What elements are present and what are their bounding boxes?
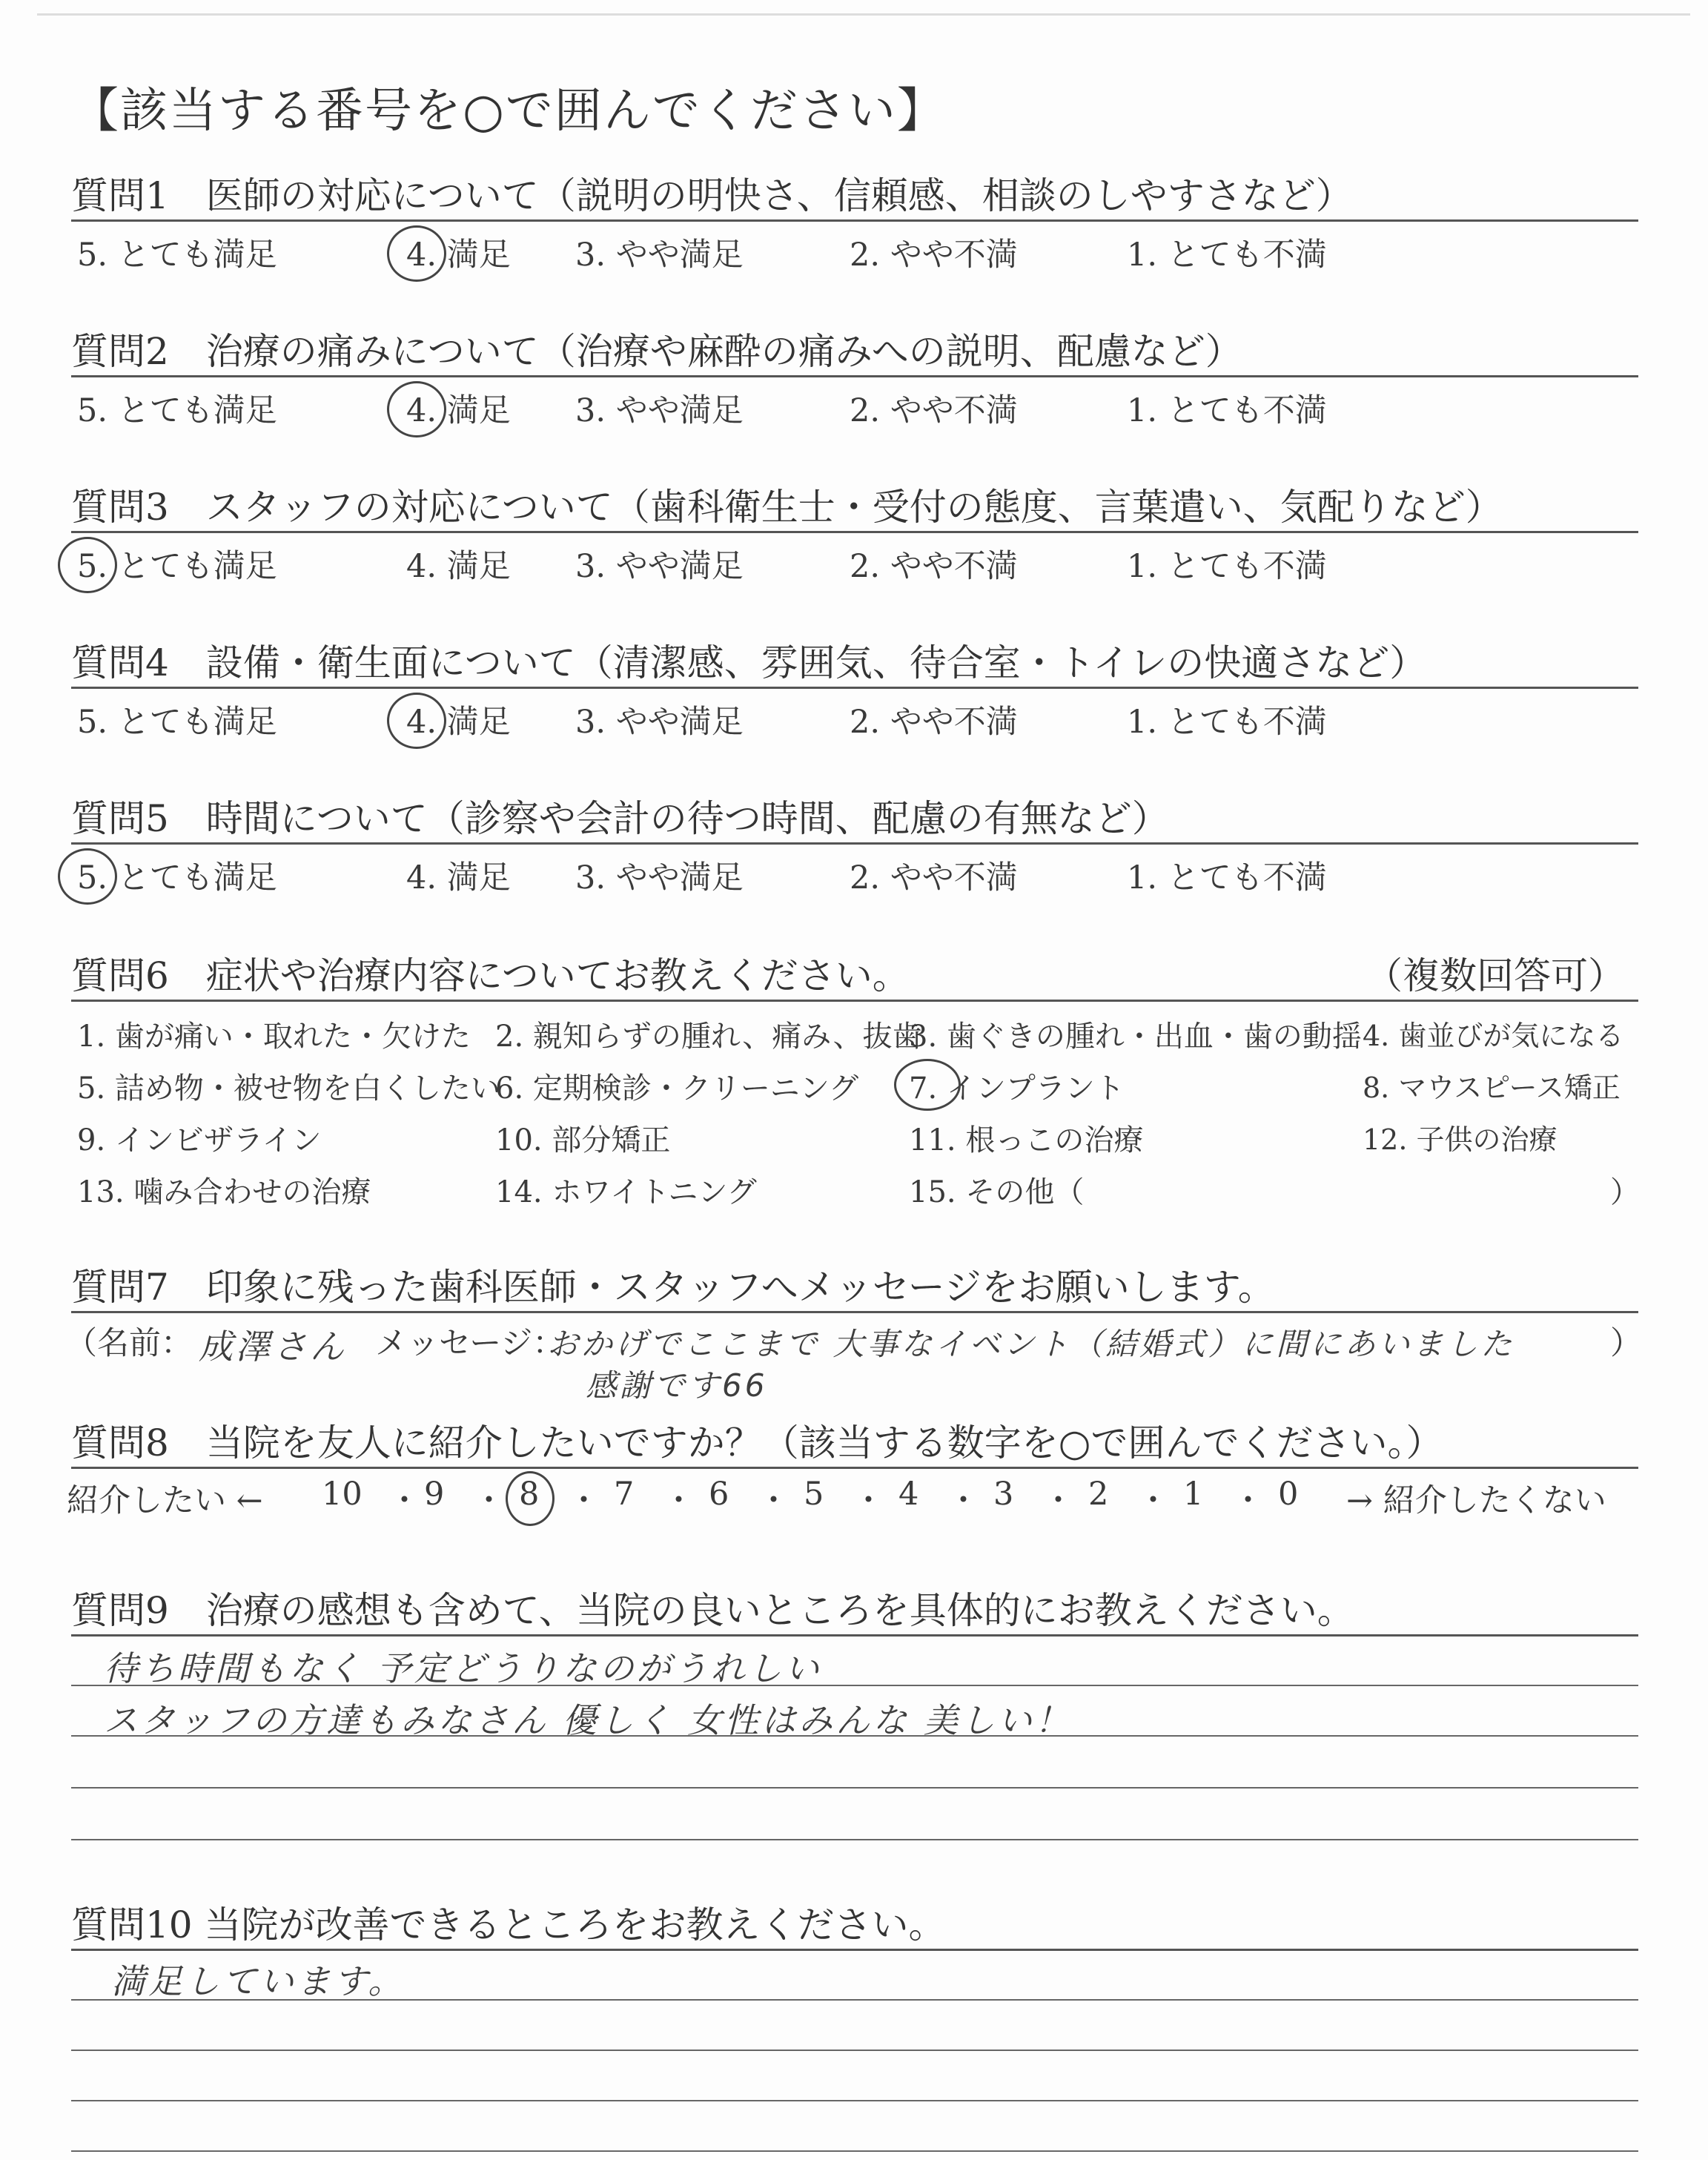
q1-title: 質問1 医師の対応について（説明の明快さ、信頼感、相談のしやすさなど） (71, 174, 1353, 217)
q4-title: 質問4 設備・衛生面について（清潔感、雰囲気、待合室・トイレの快適さなど） (71, 641, 1427, 684)
q6-option-15[interactable]: 15. その他（ (909, 1175, 1085, 1209)
q1-selection-circle (387, 225, 446, 282)
q8-separator: ・ (853, 1482, 884, 1519)
q8-separator: ・ (947, 1482, 979, 1519)
q7-message-line1[interactable]: おかげでここまで 大事なイベント（結婚式）に間にあいました (547, 1326, 1515, 1362)
q4-option-2[interactable]: 2. やや不満 (850, 704, 1018, 741)
q6-note: （複数回答可） (1366, 954, 1625, 997)
q6-selection-circle (894, 1059, 961, 1111)
q1-option-5[interactable]: 5. とても満足 (77, 237, 277, 274)
q8-number-3[interactable]: 3 (993, 1476, 1014, 1513)
q9-line (71, 1839, 1638, 1840)
q6-option-4[interactable]: 4. 歯並びが気になる (1363, 1020, 1624, 1052)
q9-line (71, 1787, 1638, 1789)
q6-option-6[interactable]: 6. 定期検診・クリーニング (495, 1071, 859, 1106)
q5-option-5[interactable]: 5. とても満足 (77, 859, 277, 896)
q8-number-8[interactable]: 8 (519, 1476, 540, 1513)
q8-separator: ・ (388, 1482, 420, 1519)
q1-rule (71, 219, 1638, 222)
q8-number-5[interactable]: 5 (804, 1476, 824, 1513)
q8-right-label: → 紹介したくない (1346, 1482, 1606, 1519)
q9-answer-1[interactable]: 待ち時間もなく 予定どうりなのがうれしい (104, 1648, 822, 1688)
q8-title: 質問8 当院を友人に紹介したいですか？（該当する数字を○で囲んでください。） (71, 1421, 1443, 1464)
q9-rule (71, 1634, 1638, 1636)
q2-selection-circle (387, 381, 446, 437)
q8-separator: ・ (1137, 1482, 1169, 1519)
q8-number-6[interactable]: 6 (709, 1476, 729, 1513)
q8-separator: ・ (663, 1482, 695, 1519)
q5-selection-circle (58, 848, 117, 905)
q5-option-1[interactable]: 1. とても不満 (1127, 859, 1327, 896)
q6-option-9[interactable]: 9. インビザライン (77, 1123, 322, 1157)
q8-rule (71, 1467, 1638, 1469)
q7-name-label: （名前： (65, 1325, 193, 1362)
q8-separator: ・ (1042, 1482, 1074, 1519)
q8-number-0[interactable]: 0 (1278, 1476, 1299, 1513)
q5-option-2[interactable]: 2. やや不満 (850, 859, 1018, 896)
q3-selection-circle (58, 537, 117, 593)
q2-title: 質問2 治療の痛みについて（治療や麻酔の痛みへの説明、配慮など） (71, 330, 1242, 373)
q3-rule (71, 531, 1638, 533)
q6-option-14[interactable]: 14. ホワイトニング (495, 1175, 757, 1209)
q3-title: 質問3 スタッフの対応について（歯科衛生士・受付の態度、言葉遣い、気配りなど） (71, 486, 1503, 529)
q10-title: 質問10 当院が改善できるところをお教えください。 (71, 1903, 946, 1946)
scan-top-edge (37, 13, 1690, 16)
q10-line (71, 2100, 1638, 2101)
q3-option-5[interactable]: 5. とても満足 (77, 548, 277, 585)
q2-option-3[interactable]: 3. やや満足 (575, 392, 744, 429)
q2-option-2[interactable]: 2. やや不満 (850, 392, 1018, 429)
q6-option-5[interactable]: 5. 詰め物・被せ物を白くしたい (77, 1071, 500, 1106)
q4-option-3[interactable]: 3. やや満足 (575, 704, 744, 741)
q3-option-1[interactable]: 1. とても不満 (1127, 548, 1327, 585)
q7-rule (71, 1311, 1638, 1313)
q3-option-3[interactable]: 3. やや満足 (575, 548, 744, 585)
q6-option-8[interactable]: 8. マウスピース矯正 (1363, 1071, 1621, 1104)
q6-option-13[interactable]: 13. 噛み合わせの治療 (77, 1175, 371, 1209)
q8-number-2[interactable]: 2 (1088, 1476, 1109, 1513)
q2-option-1[interactable]: 1. とても不満 (1127, 392, 1327, 429)
form-header: 【該当する番号を○で囲んでください】 (71, 84, 946, 139)
q5-rule (71, 842, 1638, 845)
q8-number-7[interactable]: 7 (614, 1476, 635, 1513)
q4-option-4[interactable]: 4. 満足 (406, 704, 511, 741)
q8-left-label: 紹介したい ← (67, 1482, 263, 1519)
q9-answer-2[interactable]: スタッフの方達もみなさん 優しく 女性はみんな 美しい！ (104, 1700, 1072, 1740)
q9-title: 質問9 治療の感想も含めて、当院の良いところを具体的にお教えください。 (71, 1589, 1354, 1632)
q3-option-2[interactable]: 2. やや不満 (850, 548, 1018, 585)
q2-option-4[interactable]: 4. 満足 (406, 392, 511, 429)
q1-option-2[interactable]: 2. やや不満 (850, 237, 1018, 274)
q10-answer-1[interactable]: 満足しています。 (111, 1961, 406, 2001)
q7-message-line2[interactable]: 感謝です66 (586, 1367, 768, 1404)
q6-option-11[interactable]: 11. 根っこの治療 (909, 1123, 1144, 1157)
q8-number-4[interactable]: 4 (898, 1476, 919, 1513)
q6-option-7[interactable]: 7. インプラント (909, 1071, 1125, 1106)
q4-option-1[interactable]: 1. とても不満 (1127, 704, 1327, 741)
q6-option-1[interactable]: 1. 歯が痛い・取れた・欠けた (77, 1020, 471, 1054)
q10-line (71, 2150, 1638, 2152)
q8-number-1[interactable]: 1 (1183, 1476, 1204, 1513)
q5-option-3[interactable]: 3. やや満足 (575, 859, 744, 896)
q6-option-12[interactable]: 12. 子供の治療 (1363, 1123, 1558, 1156)
q2-option-5[interactable]: 5. とても満足 (77, 392, 277, 429)
q2-rule (71, 375, 1638, 377)
q7-title: 質問7 印象に残った歯科医師・スタッフへメッセージをお願いします。 (71, 1266, 1275, 1309)
q8-separator: ・ (473, 1482, 505, 1519)
q7-name-value[interactable]: 成澤さん (199, 1327, 347, 1367)
q6-option-10[interactable]: 10. 部分矯正 (495, 1123, 671, 1157)
q7-close: ） (1610, 1325, 1642, 1362)
q6-rule (71, 1000, 1638, 1002)
q1-option-3[interactable]: 3. やや満足 (575, 237, 744, 274)
q8-selection-circle (506, 1471, 555, 1526)
q5-title: 質問5 時間について（診察や会計の待つ時間、配慮の有無など） (71, 797, 1169, 840)
q6-other-close: ） (1610, 1175, 1640, 1209)
q7-message-label: メッセージ： (375, 1325, 565, 1362)
q6-option-2[interactable]: 2. 親知らずの腫れ、痛み、抜歯 (495, 1020, 922, 1054)
q8-separator: ・ (1232, 1482, 1264, 1519)
q1-option-1[interactable]: 1. とても不満 (1127, 237, 1327, 274)
q8-separator: ・ (758, 1482, 790, 1519)
q6-option-3[interactable]: 3. 歯ぐきの腫れ・出血・歯の動揺 (909, 1020, 1362, 1054)
q6-title: 質問6 症状や治療内容についてお教えください。 (71, 954, 910, 997)
q3-option-4[interactable]: 4. 満足 (406, 548, 511, 585)
q1-option-4[interactable]: 4. 満足 (406, 237, 511, 274)
q4-rule (71, 687, 1638, 689)
q8-separator: ・ (568, 1482, 600, 1519)
q4-option-5[interactable]: 5. とても満足 (77, 704, 277, 741)
q5-option-4[interactable]: 4. 満足 (406, 859, 511, 896)
q4-selection-circle (387, 693, 446, 749)
q8-number-9[interactable]: 9 (424, 1476, 445, 1513)
q8-number-10[interactable]: 10 (322, 1476, 363, 1513)
q10-line (71, 2050, 1638, 2051)
q10-rule (71, 1949, 1638, 1951)
